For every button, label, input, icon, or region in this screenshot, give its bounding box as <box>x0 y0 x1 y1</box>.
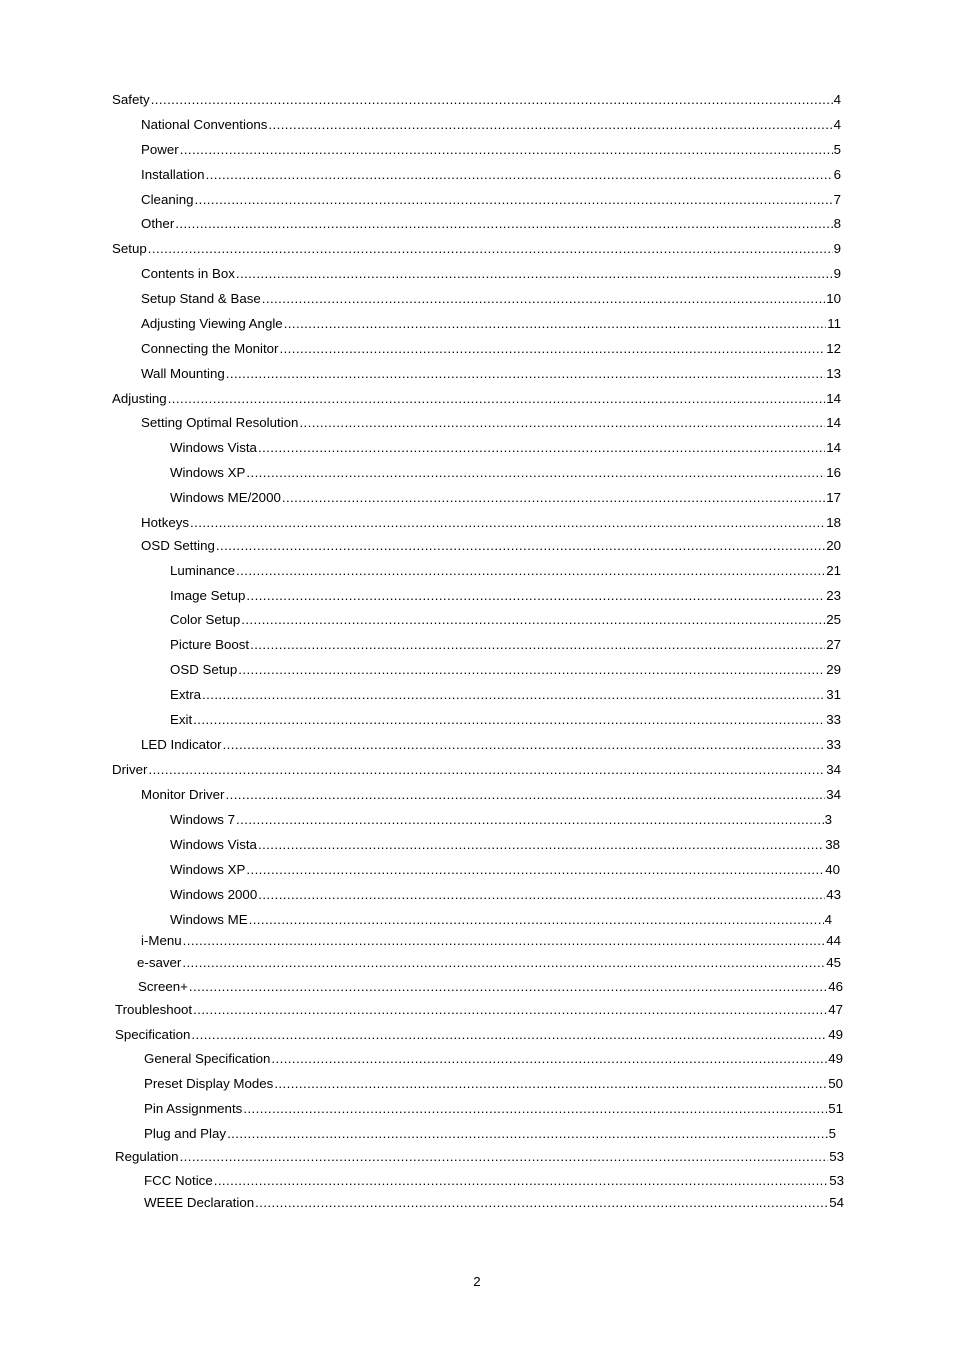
toc-dot-leader <box>148 762 825 778</box>
toc-entry-page-number: 43 <box>826 887 841 902</box>
toc-dot-leader <box>258 440 825 456</box>
toc-dot-leader <box>214 1173 828 1189</box>
toc-dot-leader <box>202 687 825 703</box>
toc-dot-leader <box>175 216 832 232</box>
toc-entry[interactable] <box>141 341 841 357</box>
toc-entry-title: Screen+ <box>138 979 188 994</box>
toc-entry-title: Adjusting <box>112 391 167 406</box>
toc-entry-page-number: 11 <box>827 316 841 331</box>
toc-entry[interactable] <box>144 1101 843 1117</box>
toc-dot-leader <box>241 612 825 628</box>
toc-entry[interactable] <box>170 887 841 903</box>
toc-dot-leader <box>236 812 824 828</box>
toc-entry-title: Picture Boost <box>170 637 250 652</box>
toc-entry-title: Specification <box>115 1027 191 1042</box>
toc-entry-title: Preset Display Modes <box>144 1076 274 1091</box>
toc-dot-leader <box>255 1195 828 1211</box>
toc-entry[interactable] <box>141 142 841 158</box>
toc-entry[interactable] <box>115 1027 843 1043</box>
page-number: 2 <box>473 1274 481 1289</box>
toc-entry-title: General Specification <box>144 1051 271 1066</box>
toc-entry[interactable] <box>141 737 841 753</box>
toc-entry-page-number: 54 <box>829 1195 844 1210</box>
toc-entry-page-number: 6 <box>833 167 841 182</box>
toc-dot-leader <box>183 933 826 949</box>
toc-entry-title: Windows 7 <box>170 812 236 827</box>
toc-entry[interactable] <box>170 862 840 878</box>
toc-dot-leader <box>258 887 825 903</box>
toc-entry[interactable] <box>141 192 841 208</box>
toc-dot-leader <box>191 1027 827 1043</box>
toc-entry-page-number: 4 <box>833 117 841 132</box>
toc-entry-title: Windows 2000 <box>170 887 258 902</box>
toc-dot-leader <box>271 1051 827 1067</box>
toc-dot-leader <box>227 1126 828 1142</box>
toc-entry-page-number: 51 <box>828 1101 843 1116</box>
toc-entry[interactable] <box>141 787 841 803</box>
toc-entry-page-number: 7 <box>833 192 841 207</box>
toc-entry-title: i-Menu <box>141 933 182 948</box>
toc-entry[interactable] <box>141 515 841 531</box>
toc-dot-leader <box>249 912 824 928</box>
toc-entry-title: Setup Stand & Base <box>141 291 261 306</box>
toc-entry-page-number: 49 <box>828 1027 843 1042</box>
toc-entry[interactable] <box>170 490 841 506</box>
toc-entry[interactable] <box>144 1195 844 1211</box>
toc-entry[interactable] <box>170 687 841 703</box>
toc-entry-page-number: 27 <box>826 637 841 652</box>
toc-entry-page-number: 4 <box>824 912 832 927</box>
toc-entry-title: Adjusting Viewing Angle <box>141 316 283 331</box>
toc-entry-page-number: 16 <box>826 465 841 480</box>
toc-dot-leader <box>246 465 825 481</box>
toc-entry-title: WEEE Declaration <box>144 1195 255 1210</box>
toc-entry[interactable] <box>144 1126 836 1142</box>
toc-entry-page-number: 50 <box>828 1076 843 1091</box>
toc-entry[interactable] <box>141 291 841 307</box>
toc-entry[interactable] <box>170 837 840 853</box>
toc-entry-page-number: 5 <box>833 142 841 157</box>
toc-entry-title: Color Setup <box>170 612 241 627</box>
toc-dot-leader <box>226 366 825 382</box>
toc-dot-leader <box>268 117 832 133</box>
toc-dot-leader <box>246 588 825 604</box>
toc-entry[interactable] <box>144 1076 843 1092</box>
toc-entry[interactable] <box>141 933 841 949</box>
toc-dot-leader <box>151 92 833 108</box>
toc-entry-page-number: 13 <box>826 366 841 381</box>
toc-dot-leader <box>284 316 826 332</box>
toc-entry-page-number: 14 <box>826 415 841 430</box>
toc-entry[interactable] <box>115 1149 844 1165</box>
toc-entry[interactable] <box>141 538 841 554</box>
toc-entry-page-number: 29 <box>826 662 841 677</box>
toc-entry-page-number: 31 <box>826 687 841 702</box>
toc-entry-page-number: 21 <box>826 563 841 578</box>
toc-entry-title: Hotkeys <box>141 515 190 530</box>
toc-entry-page-number: 45 <box>826 955 841 970</box>
toc-dot-leader <box>193 712 825 728</box>
toc-entry[interactable] <box>170 637 841 653</box>
toc-entry-title: Regulation <box>115 1149 179 1164</box>
toc-dot-leader <box>216 538 825 554</box>
toc-entry-page-number: 33 <box>826 712 841 727</box>
toc-entry[interactable] <box>170 912 832 928</box>
toc-entry-title: Installation <box>141 167 205 182</box>
toc-entry-title: Other <box>141 216 175 231</box>
toc-entry-page-number: 53 <box>829 1173 844 1188</box>
toc-entry[interactable] <box>141 415 841 431</box>
toc-entry[interactable] <box>144 1173 844 1189</box>
toc-entry-page-number: 12 <box>826 341 841 356</box>
toc-entry-title: Connecting the Monitor <box>141 341 279 356</box>
toc-entry-title: OSD Setting <box>141 538 215 553</box>
toc-entry[interactable] <box>112 762 841 778</box>
toc-entry-page-number: 53 <box>829 1149 844 1164</box>
toc-entry-title: e-saver <box>137 955 182 970</box>
toc-entry[interactable] <box>141 216 841 232</box>
toc-entry[interactable] <box>170 712 841 728</box>
toc-entry-page-number: 14 <box>826 391 841 406</box>
toc-entry-title: Extra <box>170 687 202 702</box>
toc-dot-leader <box>238 662 825 678</box>
toc-entry[interactable] <box>141 117 841 133</box>
toc-entry-page-number: 14 <box>826 440 841 455</box>
toc-entry-page-number: 33 <box>826 737 841 752</box>
toc-entry-page-number: 47 <box>828 1002 843 1017</box>
toc-entry[interactable] <box>112 241 841 257</box>
toc-dot-leader <box>246 862 824 878</box>
toc-entry-title: Windows XP <box>170 465 246 480</box>
toc-entry-title: OSD Setup <box>170 662 238 677</box>
toc-entry-title: Pin Assignments <box>144 1101 243 1116</box>
toc-entry-page-number: 46 <box>828 979 843 994</box>
toc-entry-title: Windows ME/2000 <box>170 490 281 505</box>
toc-entry-title: Cleaning <box>141 192 194 207</box>
toc-entry[interactable] <box>170 812 832 828</box>
toc-entry-page-number: 38 <box>825 837 840 852</box>
toc-entry-page-number: 34 <box>826 787 841 802</box>
toc-dot-leader <box>189 979 827 995</box>
toc-entry-page-number: 9 <box>833 241 841 256</box>
toc-dot-leader <box>223 737 826 753</box>
toc-entry-title: Luminance <box>170 563 236 578</box>
toc-entry-page-number: 40 <box>825 862 840 877</box>
toc-dot-leader <box>206 167 833 183</box>
toc-dot-leader <box>243 1101 827 1117</box>
toc-entry-title: Safety <box>112 92 150 107</box>
toc-entry[interactable] <box>112 391 841 407</box>
toc-entry-title: Setup <box>112 241 147 256</box>
toc-entry-title: Setting Optimal Resolution <box>141 415 299 430</box>
toc-entry-page-number: 8 <box>833 216 841 231</box>
toc-entry-page-number: 49 <box>828 1051 843 1066</box>
toc-entry[interactable] <box>170 588 841 604</box>
toc-entry[interactable] <box>115 1002 843 1018</box>
toc-entry-page-number: 23 <box>826 588 841 603</box>
toc-dot-leader <box>180 1149 829 1165</box>
toc-entry[interactable] <box>141 316 841 332</box>
toc-dot-leader <box>299 415 825 431</box>
toc-entry[interactable] <box>138 979 843 995</box>
toc-entry-title: Exit <box>170 712 193 727</box>
toc-entry-title: Windows Vista <box>170 837 257 852</box>
toc-entry[interactable] <box>144 1051 843 1067</box>
toc-entry[interactable] <box>170 465 841 481</box>
toc-dot-leader <box>168 391 826 407</box>
toc-entry-page-number: 9 <box>833 266 841 281</box>
toc-entry-title: Windows ME <box>170 912 248 927</box>
toc-entry[interactable] <box>112 92 841 108</box>
toc-dot-leader <box>226 787 826 803</box>
toc-entry-title: Plug and Play <box>144 1126 227 1141</box>
toc-entry-title: Windows XP <box>170 862 246 877</box>
toc-entry[interactable] <box>141 167 841 183</box>
toc-entry-title: Windows Vista <box>170 440 257 455</box>
toc-dot-leader <box>148 241 833 257</box>
toc-entry-title: Wall Mounting <box>141 366 225 381</box>
toc-entry[interactable] <box>141 266 841 282</box>
toc-dot-leader <box>193 1002 827 1018</box>
toc-dot-leader <box>195 192 833 208</box>
toc-dot-leader <box>279 341 825 357</box>
toc-entry-title: Monitor Driver <box>141 787 225 802</box>
toc-entry[interactable] <box>137 955 841 971</box>
toc-entry-page-number: 18 <box>826 515 841 530</box>
toc-entry[interactable] <box>170 612 841 628</box>
toc-entry-page-number: 34 <box>826 762 841 777</box>
toc-dot-leader <box>236 266 833 282</box>
toc-entry-title: FCC Notice <box>144 1173 213 1188</box>
toc-dot-leader <box>258 837 824 853</box>
toc-entry[interactable] <box>170 440 841 456</box>
toc-dot-leader <box>282 490 825 506</box>
toc-dot-leader <box>262 291 825 307</box>
toc-entry-page-number: 17 <box>826 490 841 505</box>
toc-dot-leader <box>250 637 825 653</box>
toc-entry-page-number: 3 <box>824 812 832 827</box>
toc-entry-title: National Conventions <box>141 117 268 132</box>
toc-entry-title: Contents in Box <box>141 266 235 281</box>
toc-entry-title: Troubleshoot <box>115 1002 193 1017</box>
toc-entry-page-number: 5 <box>828 1126 836 1141</box>
toc-entry-title: Power <box>141 142 179 157</box>
toc-entry-page-number: 4 <box>833 92 841 107</box>
toc-entry-page-number: 25 <box>826 612 841 627</box>
toc-entry[interactable] <box>170 563 841 579</box>
toc-entry-title: LED Indicator <box>141 737 222 752</box>
toc-entry-title: Image Setup <box>170 588 246 603</box>
toc-entry-page-number: 10 <box>826 291 841 306</box>
toc-dot-leader <box>180 142 833 158</box>
toc-entry-page-number: 44 <box>826 933 841 948</box>
toc-dot-leader <box>190 515 825 531</box>
toc-entry[interactable] <box>141 366 841 382</box>
toc-dot-leader <box>236 563 825 579</box>
toc-entry-title: Driver <box>112 762 148 777</box>
toc-dot-leader <box>182 955 825 971</box>
toc-entry[interactable] <box>170 662 841 678</box>
toc-dot-leader <box>274 1076 827 1092</box>
toc-entry-page-number: 20 <box>826 538 841 553</box>
